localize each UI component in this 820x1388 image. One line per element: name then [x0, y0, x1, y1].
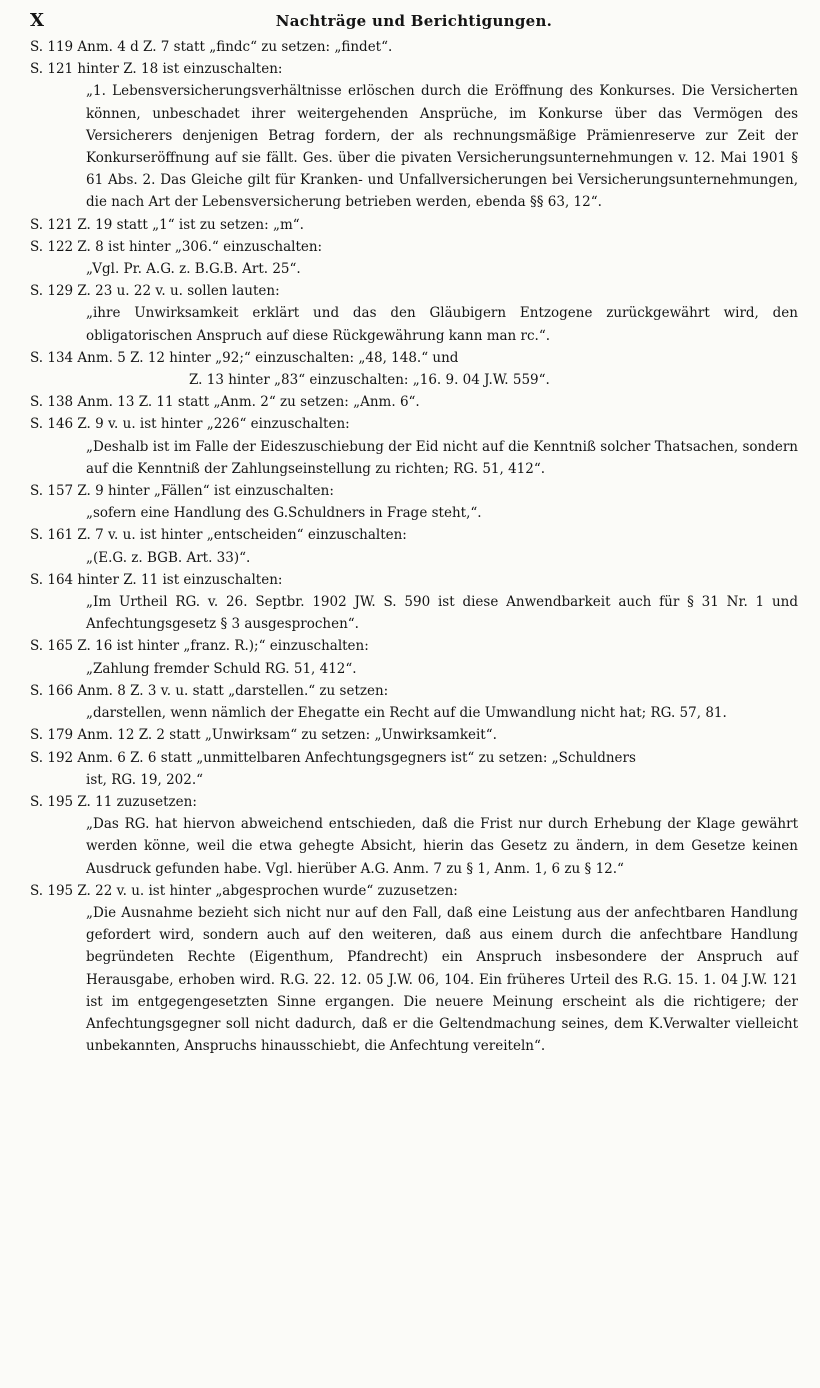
entry-quote: „ihre Unwirksamkeit erklärt und das den Gläubigern Entzogene zurückgewährt wird, den obligatorischen Anspruch auf diese Rückgewährung kann man rc.“.: [86, 305, 798, 344]
entry-line-continuation: ist, RG. 19, 202.“: [86, 771, 204, 788]
entry-quote: „Im Urtheil RG. v. 26. Septbr. 1902 JW. S. 590 ist diese Anwendbarkeit auch für § 31 Nr. 1 und Anfechtungsgesetz § 3 ausgesprochen“.: [86, 594, 798, 633]
entry-quote: „darstellen, wenn nämlich der Ehegatte ein Recht auf die Umwandlung nicht hat; RG. 57, 81.: [86, 705, 727, 722]
entry-line: S. 134 Anm. 5 Z. 12 hinter „92;“ einzuschalten: „48, 148.“ und: [30, 349, 459, 366]
entry-line: S. 146 Z. 9 v. u. ist hinter „226“ einzuschalten:: [30, 416, 350, 433]
entry-line: S. 157 Z. 9 hinter „Fällen“ ist einzuschalten:: [30, 483, 334, 500]
entry-quote: „Das RG. hat hiervon abweichend entschieden, daß die Frist nur durch Erhebung der Klage gewährt werden könne, weil die etwa gehegte Absicht, hierin das Gesetz zu ändern, in dem Gesetze keinen Ausdruck gefunden habe. Vgl. hierüber A.G. Anm. 7 zu § 1, Anm. 1, 6 zu § 12.“: [86, 816, 798, 877]
entry-line: S. 165 Z. 16 ist hinter „franz. R.);“ einzuschalten:: [30, 638, 369, 655]
entry-quote: „1. Lebensversicherungsverhältnisse erlöschen durch die Eröffnung des Konkurses. Die Versicherten können, unbeschadet ihrer weitergehenden Ansprüche, im Konkurse über das Vermögen des Versicherers denjenigen Betrag fordern, der als rechnungsmäßige Prämienreserve zur Zeit der Konkurseröffnung auf sie fällt. Ges. über die pivaten Versicherungsunternehmungen v. 12. Mai 1901 § 61 Abs. 2. Das Gleiche gilt für Kranken- und Unfallversicherungen bei Versicherungsunternehmungen, die nach Art der Lebensversicherung betrieben werden, ebenda §§ 63, 12“.: [86, 83, 798, 211]
entry-s121-a: [30, 58, 798, 213]
entry-s166: [30, 680, 798, 724]
entry-line: S. 164 hinter Z. 11 ist einzuschalten:: [30, 571, 283, 588]
entry-quote: „sofern eine Handlung des G.Schuldners in Frage steht,“.: [86, 505, 482, 522]
entry-s195-b: [30, 880, 798, 1058]
entry-quote: „Deshalb ist im Falle der Eideszuschiebung der Eid nicht auf die Kenntniß solcher Thatsachen, sondern auf die Kenntniß der Zahlungseinstellung zu richten; RG. 51, 412“.: [86, 438, 798, 477]
entry-line: S. 179 Anm. 12 Z. 2 statt „Unwirksam“ zu setzen: „Unwirksamkeit“.: [30, 727, 497, 744]
entry-line: S. 138 Anm. 13 Z. 11 statt „Anm. 2“ zu setzen: „Anm. 6“.: [30, 394, 420, 411]
entry-s179: [30, 724, 798, 746]
entry-s134: [30, 347, 798, 391]
entry-s165: [30, 635, 798, 679]
entry-line: S. 192 Anm. 6 Z. 6 statt „unmittelbaren Anfechtungsgegners ist“ zu setzen: „Schuldners: [30, 749, 636, 766]
page-header: [30, 0, 798, 36]
entry-line: S. 161 Z. 7 v. u. ist hinter „entscheiden“ einzuschalten:: [30, 527, 407, 544]
entry-s192: [30, 747, 798, 791]
entry-line: S. 129 Z. 23 u. 22 v. u. sollen lauten:: [30, 283, 280, 300]
entry-s122: [30, 236, 798, 280]
entry-s119: [30, 36, 798, 58]
entry-quote: „(E.G. z. BGB. Art. 33)“.: [86, 549, 251, 566]
entry-line: S. 121 Z. 19 statt „1“ ist zu setzen: „m“.: [30, 216, 304, 233]
entry-s121-b: [30, 214, 798, 236]
entry-s157: [30, 480, 798, 524]
entry-line: S. 121 hinter Z. 18 ist einzuschalten:: [30, 61, 283, 78]
entry-s164: [30, 569, 798, 636]
entry-line-continuation: Z. 13 hinter „83“ einzuschalten: „16. 9. 04 J.W. 559“.: [189, 372, 550, 389]
entry-line: S. 166 Anm. 8 Z. 3 v. u. statt „darstellen.“ zu setzen:: [30, 682, 389, 699]
entry-s146: [30, 413, 798, 480]
entry-line: S. 119 Anm. 4 d Z. 7 statt „findc“ zu setzen: „findet“.: [30, 39, 393, 55]
page-number: X: [30, 10, 44, 31]
entry-line: S. 195 Z. 11 zuzusetzen:: [30, 793, 197, 810]
entry-s161: [30, 524, 798, 568]
entry-s129: [30, 280, 798, 347]
entry-quote: „Die Ausnahme bezieht sich nicht nur auf den Fall, daß eine Leistung aus der anfechtbaren Handlung gefordert wird, sondern auch auf den weiteren, daß aus einem durch die anfechtbare Handlung begründeten Rechte (Eigenthum, Pfandrecht) ein Anspruch insbesondere der Anspruch auf Herausgabe, erhoben wird. R.G. 22. 12. 05 J.W. 06, 104. Ein früheres Urteil des R.G. 15. 1. 04 J.W. 121 ist im entgegengesetzten Sinne ergangen. Die neuere Meinung erscheint als die richtigere; der Anfechtungsgegner soll nicht dadurch, daß er die Geltendmachung seines, dem K.Verwalter vielleicht unbekannten, Anspruchs hinausschiebt, die Anfechtung vereiteln“.: [86, 904, 798, 1055]
entry-quote: „Vgl. Pr. A.G. z. B.G.B. Art. 25“.: [86, 261, 301, 278]
page-title: Nachträge und Berichtigungen.: [275, 12, 553, 30]
entry-s138: [30, 391, 798, 413]
entry-s195-a: [30, 791, 798, 880]
entry-line: S. 122 Z. 8 ist hinter „306.“ einzuschalten:: [30, 238, 323, 255]
entry-line: S. 195 Z. 22 v. u. ist hinter „abgesprochen wurde“ zuzusetzen:: [30, 882, 458, 899]
entry-quote: „Zahlung fremder Schuld RG. 51, 412“.: [86, 660, 357, 677]
